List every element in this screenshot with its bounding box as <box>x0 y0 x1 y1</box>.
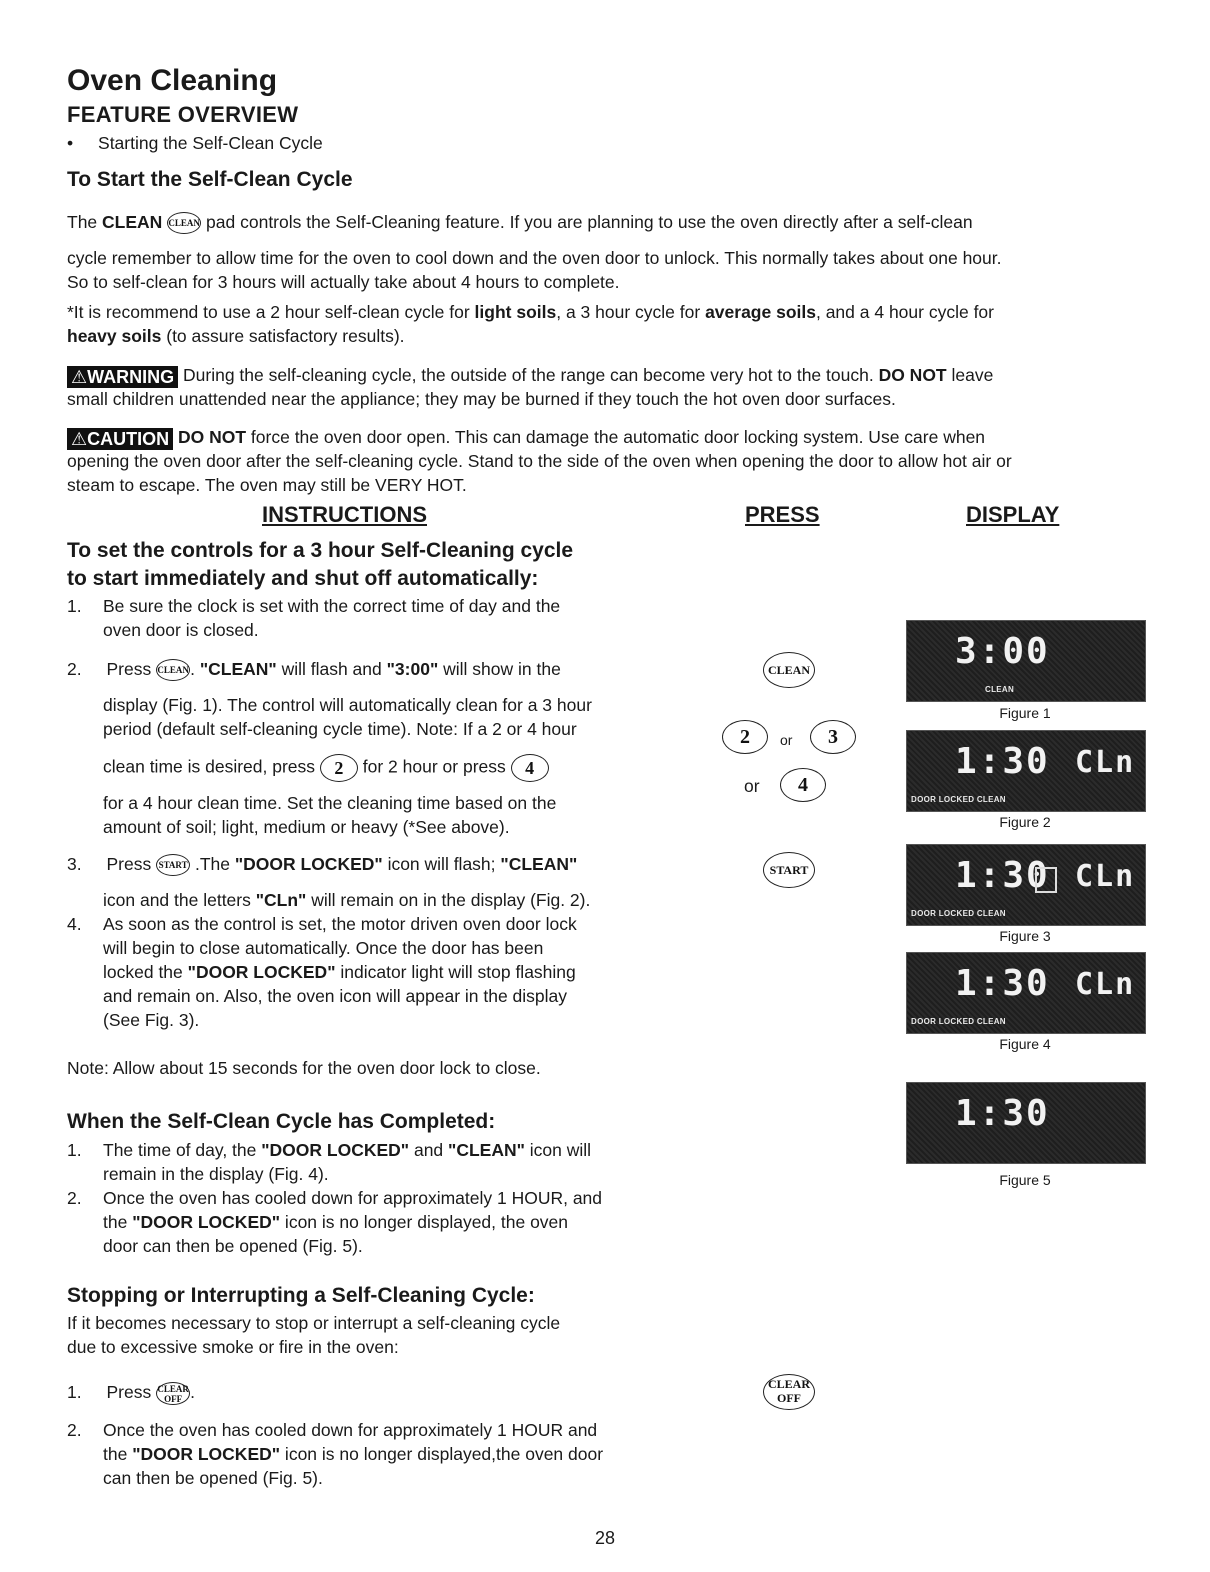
start-pad-icon: START <box>156 854 190 876</box>
step-2-line4: clean time is desired, press 2 for 2 hour or press 4 <box>103 754 549 782</box>
column-display: DISPLAY <box>966 502 1060 527</box>
press-start-pad: START <box>763 852 815 888</box>
completed-item-1: 1. The time of day, the "DOOR LOCKED" and "CLEAN" icon will remain in the display (Fig. 4). <box>67 1140 592 1184</box>
display-status: CLn <box>1075 859 1136 894</box>
clean-pad-icon: CLEAN <box>156 659 190 681</box>
setcontrols-title-line2: to start immediately and shut off automatically: <box>67 567 539 590</box>
display-label: DOOR LOCKED CLEAN <box>911 795 1006 804</box>
step-3-line1: 3. Press START .The "DOOR LOCKED" icon will flash; "CLEAN" <box>67 852 577 876</box>
display-figure-1 <box>906 620 1146 702</box>
display-status: CLn <box>1075 967 1136 1002</box>
lock-note: Note: Allow about 15 seconds for the oven door lock to close. <box>67 1058 541 1078</box>
figure-2-caption: Figure 2 <box>999 814 1051 830</box>
column-press: PRESS <box>745 502 820 527</box>
step-1: 1. Be sure the clock is set with the correct time of day and the oven door is closed. <box>67 596 561 640</box>
bullet-dot-icon: • <box>67 133 74 153</box>
step-2-line5: for a 4 hour clean time. Set the cleaning time based on the <box>103 793 557 813</box>
stopping-item-1: 1. Press CLEAR OFF . <box>67 1382 195 1404</box>
press-clean-pad: CLEAN <box>763 652 815 688</box>
display-label: CLEAN <box>985 685 1015 694</box>
warning-badge: ⚠WARNING <box>67 366 178 388</box>
completed-item-2: 2. Once the oven has cooled down for approximately 1 HOUR, and the "DOOR LOCKED" icon is no longer displayed, the oven door can then be opened (Fig. 5). <box>67 1188 603 1256</box>
stopping-item-2: 2. Once the oven has cooled down for approximately 1 HOUR and the "DOOR LOCKED" icon is no longer displayed,the oven door can then be opened (Fig. 5). <box>67 1420 604 1488</box>
caution-badge: ⚠CAUTION <box>67 428 173 450</box>
caution-line2: opening the oven door after the self-cleaning cycle. Stand to the side of the oven when opening the door to allow hot air or <box>67 451 1012 471</box>
display-time: 1:30 <box>955 855 1050 896</box>
press-three-pad: 3 <box>810 720 856 754</box>
display-figure-3 <box>906 844 1146 926</box>
column-instructions: INSTRUCTIONS <box>262 502 427 527</box>
soil-paragraph-line2: heavy soils (to assure satisfactory results). <box>67 326 405 346</box>
completed-title: When the Self-Clean Cycle has Completed: <box>67 1110 496 1133</box>
press-or-1: or <box>780 732 793 748</box>
setcontrols-title-line1: To set the controls for a 3 hour Self-Cleaning cycle <box>67 539 574 562</box>
display-label: DOOR LOCKED CLEAN <box>911 1017 1006 1026</box>
step-2-line1: 2. Press CLEAN. "CLEAN" will flash and "3:00" will show in the <box>67 657 561 681</box>
page-title: Oven Cleaning <box>67 64 278 97</box>
press-two-pad: 2 <box>722 720 768 754</box>
figure-3-caption: Figure 3 <box>999 928 1051 944</box>
two-pad-icon: 2 <box>320 754 358 782</box>
oven-icon <box>1035 867 1057 893</box>
start-title: To Start the Self-Clean Cycle <box>67 168 353 191</box>
display-time: 1:30 <box>955 741 1050 782</box>
start-paragraph-line2: cycle remember to allow time for the oven to cool down and the oven door to unlock. This normally takes about one hour. <box>67 248 1002 268</box>
display-figure-5 <box>906 1082 1146 1164</box>
display-figure-2 <box>906 730 1146 812</box>
start-paragraph-line3: So to self-clean for 3 hours will actually take about 4 hours to complete. <box>67 272 620 292</box>
section-title: FEATURE OVERVIEW <box>67 102 299 127</box>
figure-4-caption: Figure 4 <box>999 1036 1051 1052</box>
display-status: CLn <box>1075 745 1136 780</box>
caution-line3: steam to escape. The oven may still be VERY HOT. <box>67 475 467 495</box>
press-or-2: or <box>744 776 760 796</box>
figure-5-caption: Figure 5 <box>999 1172 1051 1188</box>
figure-1-caption: Figure 1 <box>999 705 1051 721</box>
clean-pad-icon: CLEAN <box>167 212 201 234</box>
warning-line1: ⚠WARNING During the self-cleaning cycle, the outside of the range can become very hot to the touch. DO NOT leave <box>67 363 993 388</box>
step-2-line3: period (default self-cleaning cycle time). Note: If a 2 or 4 hour <box>103 719 577 739</box>
step-4: 4. As soon as the control is set, the motor driven oven door lock will begin to close automatically. Once the door has been locked the "DOOR LOCKED" indicator light will stop flashing and remain on. Also, the oven icon will appear in the display (See Fig. 3). <box>67 914 577 1030</box>
soil-paragraph-line1: *It is recommend to use a 2 hour self-clean cycle for light soils, a 3 hour cycle for average soils, and a 4 hour cycle for <box>67 302 994 322</box>
bullet-item <box>67 131 323 155</box>
warning-line2: small children unattended near the appliance; they may be burned if they touch the hot oven door surfaces. <box>67 389 896 409</box>
display-figure-4 <box>906 952 1146 1034</box>
page-number: 28 <box>594 1528 616 1548</box>
caution-line1: ⚠CAUTION DO NOT force the oven door open. This can damage the automatic door locking system. Use care when <box>67 425 985 450</box>
bullet-text: Starting the Self-Clean Cycle <box>98 133 323 153</box>
display-time: 3:00 <box>955 631 1050 672</box>
stopping-line1: If it becomes necessary to stop or interrupt a self-cleaning cycle <box>67 1313 561 1333</box>
caution-triangle-icon: ⚠ <box>71 429 88 449</box>
step-2-line6: amount of soil; light, medium or heavy (*See above). <box>103 817 510 837</box>
stopping-title: Stopping or Interrupting a Self-Cleaning Cycle: <box>67 1284 535 1307</box>
display-label: DOOR LOCKED CLEAN <box>911 909 1006 918</box>
four-pad-icon: 4 <box>511 754 549 782</box>
start-paragraph-line1: The CLEAN CLEAN pad controls the Self-Cleaning feature. If you are planning to use the oven directly after a self-clean <box>67 210 973 234</box>
display-time: 1:30 <box>955 1093 1050 1134</box>
warning-triangle-icon: ⚠ <box>71 367 88 387</box>
stopping-line2: due to excessive smoke or fire in the oven: <box>67 1337 399 1357</box>
clear-off-pad-icon: CLEAR OFF <box>157 1383 189 1404</box>
step-3-line2: icon and the letters "CLn" will remain on in the display (Fig. 2). <box>103 890 591 910</box>
press-four-pad: 4 <box>780 768 826 802</box>
step-2-line2: display (Fig. 1). The control will automatically clean for a 3 hour <box>103 695 592 715</box>
display-time: 1:30 <box>955 963 1050 1004</box>
press-clear-off-pad: CLEAR OFF <box>763 1374 815 1410</box>
